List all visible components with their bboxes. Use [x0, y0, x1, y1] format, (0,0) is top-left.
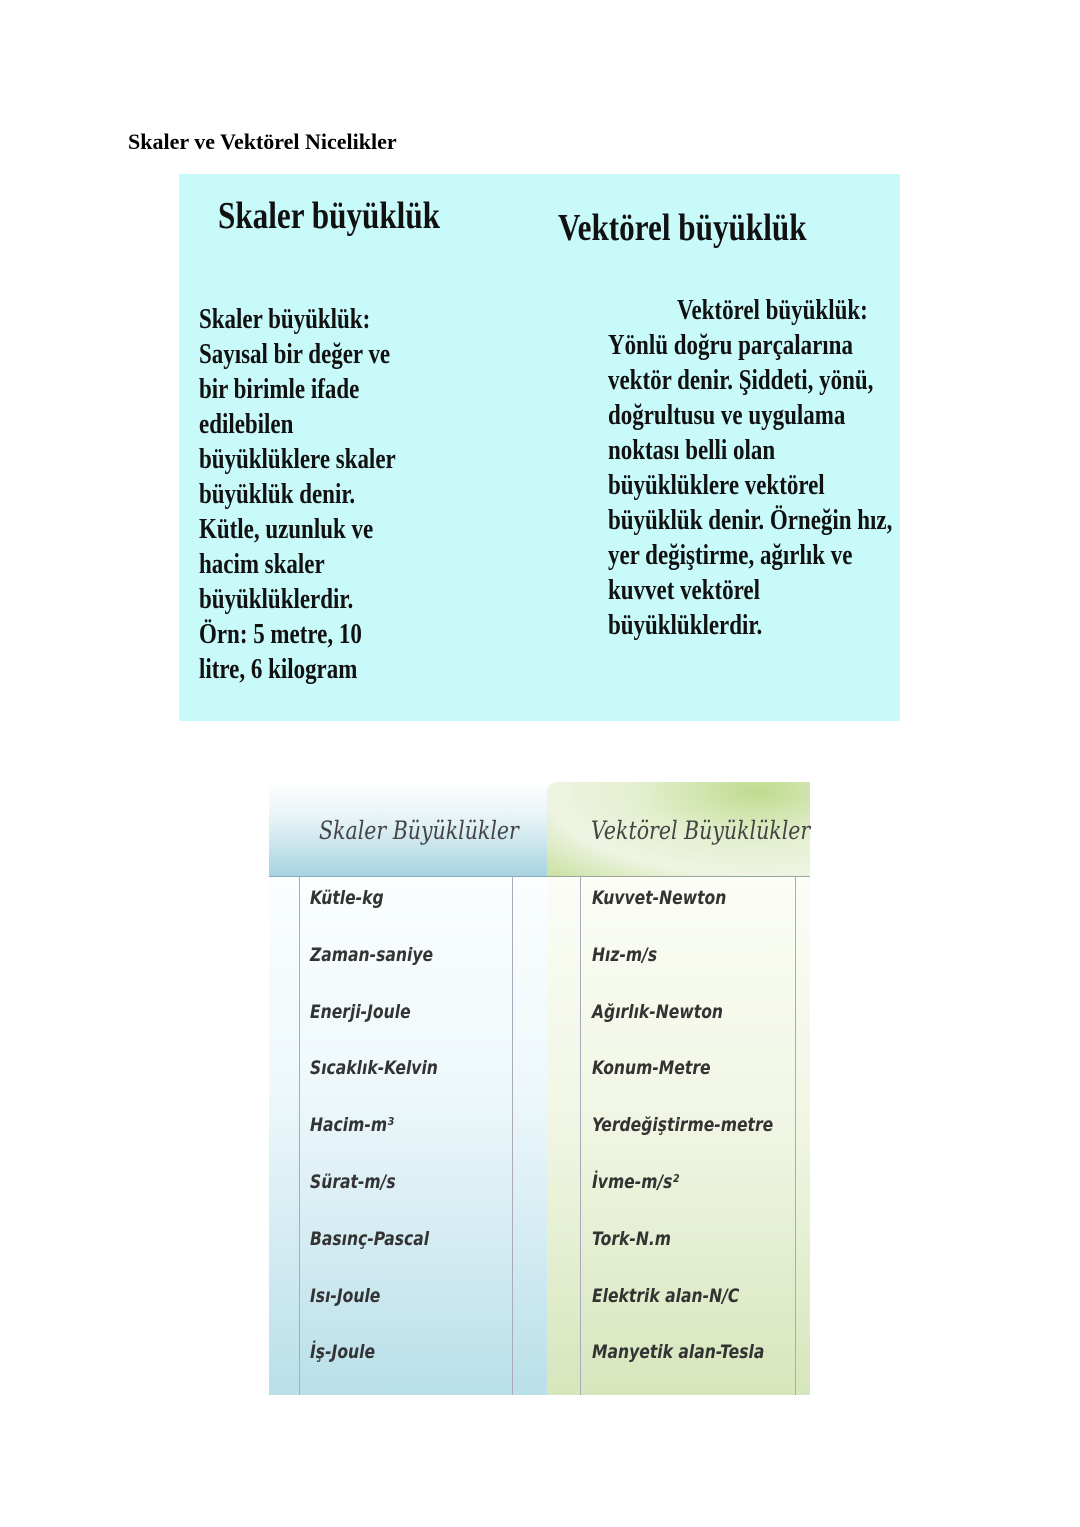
- definition-line: noktası belli olan: [608, 435, 776, 466]
- scalar-item: Basınç-Pascal: [310, 1227, 430, 1250]
- vector-item: Ağırlık-Newton: [592, 1000, 723, 1023]
- scalar-item: Sürat-m/s: [310, 1171, 396, 1193]
- definition-box: [179, 174, 900, 721]
- definition-line: yer değiştirme, ağırlık ve: [608, 540, 853, 571]
- scalar-item: İş-Joule: [310, 1341, 376, 1364]
- scalar-heading: Skaler büyüklük: [218, 195, 441, 237]
- vector-item: Konum-Metre: [592, 1057, 711, 1080]
- definition-line: litre, 6 kilogram: [199, 654, 358, 685]
- vector-header-text: Vektörel Büyüklükler: [591, 816, 811, 845]
- definition-line: hacim skaler: [199, 549, 325, 580]
- scalar-item: Enerji-Joule: [310, 1000, 411, 1023]
- scalar-item: Zaman-saniye: [310, 943, 434, 966]
- definition-line: vektör denir. Şiddeti, yönü,: [608, 365, 874, 396]
- scalar-item: Hacim-m³: [310, 1114, 394, 1137]
- scalar-item: Kütle-kg: [310, 887, 384, 909]
- scalar-header: [269, 782, 547, 877]
- definition-line: bir birimle ifade: [199, 374, 360, 405]
- vector-header: [547, 782, 810, 877]
- vector-item: Yerdeğiştirme-metre: [592, 1114, 774, 1137]
- definition-line: büyüklüklerdir.: [199, 584, 354, 615]
- definition-line: büyüklüklere skaler: [199, 444, 396, 475]
- vector-definition: [608, 328, 892, 643]
- definition-line: kuvvet vektörel: [608, 575, 760, 606]
- definition-line: Kütle, uzunluk ve: [199, 514, 374, 545]
- definition-line: doğrultusu ve uygulama: [608, 400, 846, 431]
- definition-line: Örn: 5 metre, 10: [199, 619, 362, 650]
- scalar-item: Isı-Joule: [310, 1284, 381, 1307]
- divider: [795, 876, 796, 1395]
- vector-heading: Vektörel büyüklük: [558, 207, 807, 249]
- vector-item: Elektrik alan-N/C: [592, 1284, 740, 1307]
- vector-item: Kuvvet-Newton: [592, 887, 727, 909]
- definition-line: edilebilen: [199, 409, 294, 440]
- vector-item: Hız-m/s: [592, 943, 658, 966]
- vector-item: Manyetik alan-Tesla: [592, 1341, 765, 1364]
- definition-line: Sayısal bir değer ve: [199, 339, 391, 370]
- scalar-header-text: Skaler Büyüklükler: [319, 816, 519, 845]
- definition-line: büyüklüklerdir.: [608, 610, 763, 641]
- quantities-table: [269, 782, 810, 1395]
- vector-definition-label: Vektörel büyüklük:: [677, 295, 868, 326]
- vector-item: Tork-N.m: [592, 1227, 672, 1250]
- scalar-definition: [199, 302, 396, 687]
- definition-line: büyüklük denir. Örneğin hız,: [608, 505, 893, 536]
- definition-line: Skaler büyüklük:: [199, 304, 371, 335]
- vector-item: İvme-m/s²: [592, 1171, 680, 1193]
- divider: [299, 876, 300, 1395]
- definition-line: büyüklüklere vektörel: [608, 470, 825, 501]
- scalar-item: Sıcaklık-Kelvin: [310, 1057, 438, 1080]
- definition-line: büyüklük denir.: [199, 479, 356, 510]
- document-title: Skaler ve Vektörel Nicelikler: [128, 129, 397, 154]
- definition-line: Yönlü doğru parçalarına: [608, 330, 853, 361]
- divider: [512, 876, 513, 1395]
- divider: [580, 876, 581, 1395]
